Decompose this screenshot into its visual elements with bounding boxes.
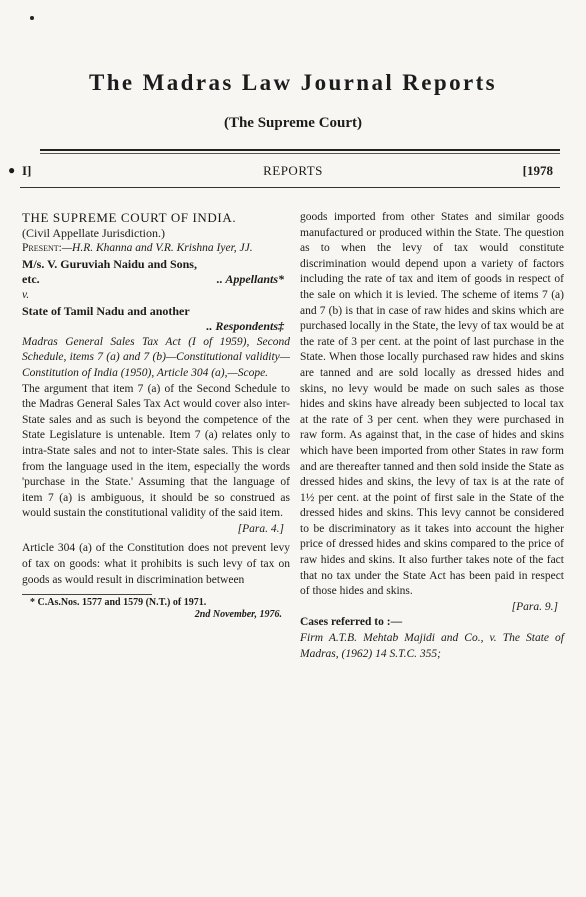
holding-paragraph-1: The argument that item 7 (a) of the Second Schedule to the Madras General Sales Tax Act would cover also inter-State sales and as such is beyond the competence of the State Legislature is untenable. Item 7 (a) relates only to intra-State sales and not to inter-State sales. This is clear from the language used in the item, especially the words 'purchase in the State.' Assuming that the language of item 7 (a) is ambiguous, it should be so construed as would sustain the constitutional validity of the said item. bbox=[22, 382, 290, 520]
running-head: REPORTS bbox=[263, 163, 323, 178]
footnote-case-numbers: * C.As.Nos. 1577 and 1579 (N.T.) of 1971. bbox=[30, 597, 207, 609]
running-header bbox=[0, 163, 586, 181]
paragraph-reference-2: [Para. 9.] bbox=[511, 600, 558, 613]
journal-title: The Madras Law Journal Reports bbox=[88, 70, 498, 95]
running-header-rule bbox=[20, 187, 560, 188]
bench bbox=[22, 241, 290, 257]
judges: —H.R. Khanna and V.R. Krishna Iyer, JJ. bbox=[61, 242, 253, 255]
margin-bullet: ● bbox=[8, 163, 16, 177]
catchwords: Madras General Sales Tax Act (I of 1959), Second Schedule, items 7 (a) and 7 (b)—Constitutional validity—Constitution of India (1950), Article 304 (a),—Scope. bbox=[22, 335, 290, 379]
year: [1978 bbox=[522, 163, 553, 178]
appellant-role: .. Appellants* bbox=[216, 272, 284, 287]
jurisdiction: (Civil Appellate Jurisdiction.) bbox=[22, 225, 165, 240]
respondent-row bbox=[22, 319, 290, 335]
footnote bbox=[22, 594, 290, 621]
respondent-name: State of Tamil Nadu and another bbox=[22, 303, 190, 318]
paragraph-reference-1: [Para. 4.] bbox=[237, 522, 284, 535]
appellant-name: M/s. V. Guruviah Naidu and Sons, bbox=[22, 256, 197, 271]
holding-paragraph-2: Article 304 (a) of the Constitution does not prevent levy of tax on goods: what it prohibits is such levy of tax on goods as would result in discrimination between bbox=[22, 542, 290, 586]
case-citation: Firm A.T.B. Mehtab Majidi and Co., v. The State of Madras, (1962) 14 S.T.C. 355; bbox=[300, 632, 564, 660]
page-speck bbox=[30, 16, 34, 20]
right-column bbox=[300, 210, 564, 662]
header-rule-thin bbox=[40, 153, 560, 154]
header-rule bbox=[40, 149, 560, 151]
appellant-etc: etc. bbox=[22, 272, 40, 287]
holding-paragraph-continued: goods imported from other States and similar goods manufactured or produced within the State. The question as to when the levy of tax would constitute discrimination would depend upon a variety of factors including the rate of tax and item of goods in respect of the sale on which it is levied. The scheme of items 7 (a) and 7 (b) is that in case of raw hides and skins which are purchased locally in the State, the levy of tax would be at the rate of 3 per cent. at the point of last purchase in the State. When those locally purchased raw hides and skins are tanned and are sold locally as dressed hides and skins, no levy would be made on such sales as those hides and skins have already been subjected to local tax at the rate of 3 per cent. when they were purchased in raw form. As against that, in the case of hides and skins which have been imported from other States in raw form and are thereafter tanned and then sold inside the State as dressed hides and skins, the levy of tax is at the rate of 1½ per cent. at the point of first sale in the State of the dressed hides and skins. This levy cannot be considered to be discriminatory as it takes into account the higher price of dressed hides and skins compared to the price of raw hides and skins. It also further takes note of the fact that no tax under the State Act has been paid in respect of those hides and skins. bbox=[300, 211, 564, 598]
court-subtitle: (The Supreme Court) bbox=[223, 115, 363, 131]
appellant-row bbox=[22, 272, 290, 288]
volume-number: I] bbox=[22, 163, 32, 178]
left-column bbox=[22, 210, 290, 621]
respondent-role: .. Respondents‡ bbox=[206, 319, 284, 334]
cases-referred-heading: Cases referred to :— bbox=[300, 616, 403, 629]
present-label: Present: bbox=[22, 242, 62, 255]
footnote-rule bbox=[22, 594, 152, 595]
footnote-date: 2nd November, 1976. bbox=[194, 609, 282, 621]
versus: v. bbox=[22, 288, 30, 301]
court-name: THE SUPREME COURT OF INDIA. bbox=[22, 210, 237, 225]
